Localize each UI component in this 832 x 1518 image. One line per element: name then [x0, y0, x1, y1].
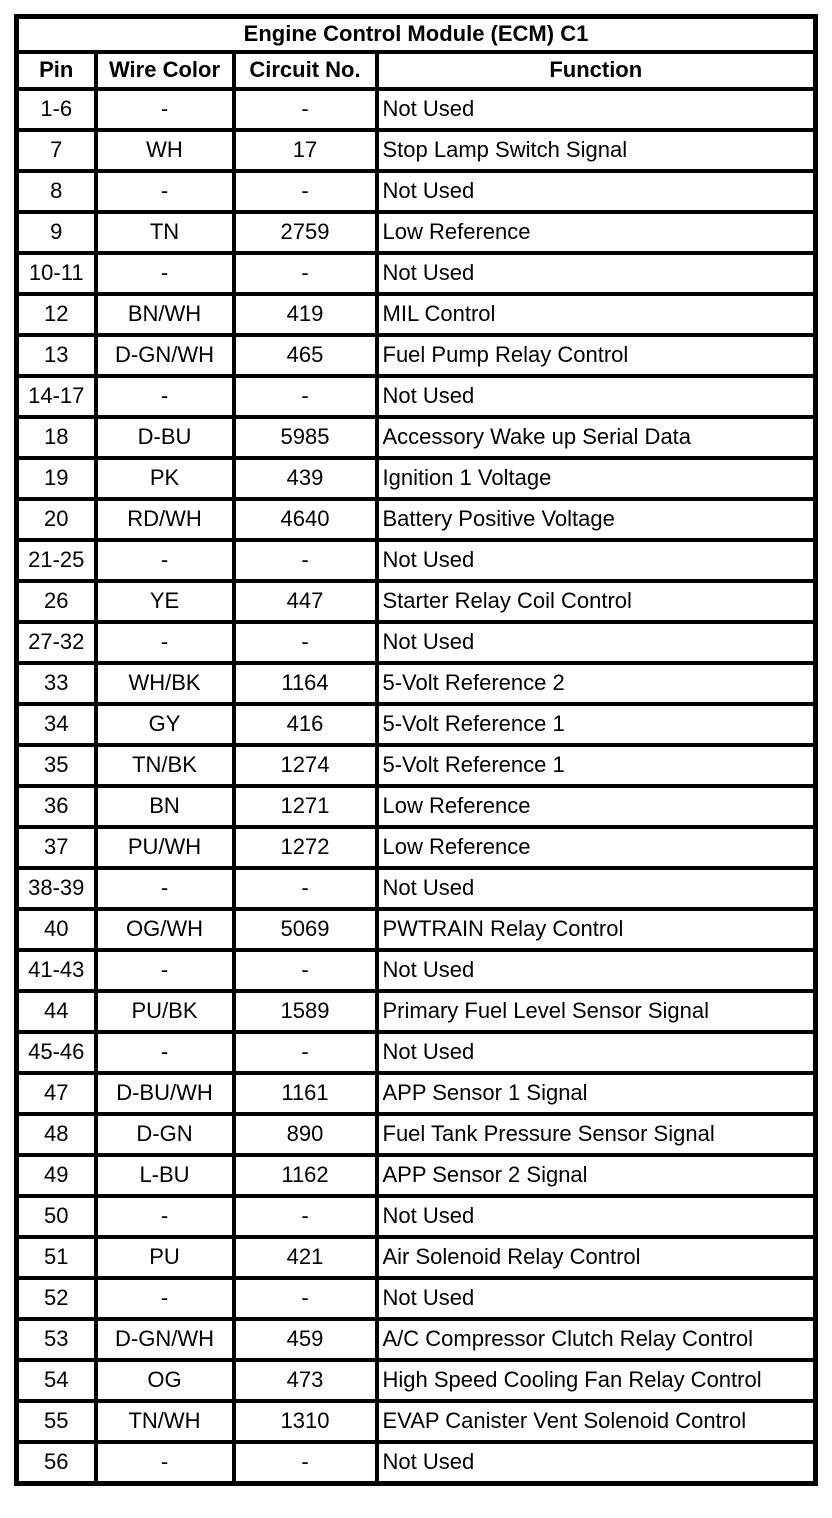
circuit-no-cell: - — [234, 868, 377, 909]
table-row — [17, 622, 816, 663]
pin-cell: 38-39 — [17, 868, 96, 909]
table-row — [17, 991, 816, 1032]
wire-color-cell: - — [96, 1278, 234, 1319]
table-body — [17, 89, 816, 1484]
pin-cell: 33 — [17, 663, 96, 704]
function-cell: Starter Relay Coil Control — [377, 581, 816, 622]
function-cell: Not Used — [377, 1442, 816, 1484]
pin-cell: 36 — [17, 786, 96, 827]
circuit-no-cell: - — [234, 622, 377, 663]
function-cell: High Speed Cooling Fan Relay Control — [377, 1360, 816, 1401]
function-cell: MIL Control — [377, 294, 816, 335]
circuit-no-cell: 465 — [234, 335, 377, 376]
function-cell: Not Used — [377, 868, 816, 909]
wire-color-cell: PK — [96, 458, 234, 499]
function-cell: Low Reference — [377, 212, 816, 253]
table-row — [17, 335, 816, 376]
pin-cell: 56 — [17, 1442, 96, 1484]
wire-color-cell: - — [96, 1196, 234, 1237]
table-row — [17, 909, 816, 950]
function-cell: Stop Lamp Switch Signal — [377, 130, 816, 171]
table-row — [17, 376, 816, 417]
pin-cell: 49 — [17, 1155, 96, 1196]
function-cell: Low Reference — [377, 786, 816, 827]
table-row — [17, 1155, 816, 1196]
wire-color-cell: BN — [96, 786, 234, 827]
circuit-no-cell: - — [234, 253, 377, 294]
circuit-no-cell: 17 — [234, 130, 377, 171]
table-row — [17, 1114, 816, 1155]
table-row — [17, 89, 816, 130]
table-row — [17, 868, 816, 909]
wire-color-cell: - — [96, 622, 234, 663]
function-cell: Ignition 1 Voltage — [377, 458, 816, 499]
pin-cell: 8 — [17, 171, 96, 212]
circuit-no-cell: 1310 — [234, 1401, 377, 1442]
circuit-no-cell: - — [234, 950, 377, 991]
wire-color-cell: L-BU — [96, 1155, 234, 1196]
wire-color-cell: PU/WH — [96, 827, 234, 868]
circuit-no-cell: 1162 — [234, 1155, 377, 1196]
circuit-no-cell: 447 — [234, 581, 377, 622]
wire-color-cell: D-BU/WH — [96, 1073, 234, 1114]
table-row — [17, 704, 816, 745]
table-row — [17, 827, 816, 868]
column-header-pin: Pin — [17, 52, 96, 89]
wire-color-cell: - — [96, 540, 234, 581]
circuit-no-cell: - — [234, 1278, 377, 1319]
table-row — [17, 212, 816, 253]
pin-cell: 7 — [17, 130, 96, 171]
wire-color-cell: D-GN/WH — [96, 335, 234, 376]
wire-color-cell: - — [96, 868, 234, 909]
pin-cell: 21-25 — [17, 540, 96, 581]
pin-cell: 19 — [17, 458, 96, 499]
circuit-no-cell: - — [234, 540, 377, 581]
circuit-no-cell: 890 — [234, 1114, 377, 1155]
table-row — [17, 1278, 816, 1319]
circuit-no-cell: - — [234, 171, 377, 212]
circuit-no-cell: 439 — [234, 458, 377, 499]
header-row — [17, 52, 816, 89]
pin-cell: 34 — [17, 704, 96, 745]
table-row — [17, 1360, 816, 1401]
circuit-no-cell: 1274 — [234, 745, 377, 786]
table-row — [17, 171, 816, 212]
circuit-no-cell: 1272 — [234, 827, 377, 868]
function-cell: Not Used — [377, 1032, 816, 1073]
function-cell: Not Used — [377, 622, 816, 663]
circuit-no-cell: 473 — [234, 1360, 377, 1401]
function-cell: 5-Volt Reference 1 — [377, 745, 816, 786]
table-row — [17, 786, 816, 827]
function-cell: Fuel Tank Pressure Sensor Signal — [377, 1114, 816, 1155]
circuit-no-cell: - — [234, 89, 377, 130]
wire-color-cell: OG — [96, 1360, 234, 1401]
table-row — [17, 745, 816, 786]
pin-cell: 48 — [17, 1114, 96, 1155]
table-row — [17, 1196, 816, 1237]
pin-cell: 54 — [17, 1360, 96, 1401]
pin-cell: 55 — [17, 1401, 96, 1442]
function-cell: Not Used — [377, 540, 816, 581]
circuit-no-cell: 459 — [234, 1319, 377, 1360]
wire-color-cell: RD/WH — [96, 499, 234, 540]
function-cell: Not Used — [377, 1278, 816, 1319]
pin-cell: 53 — [17, 1319, 96, 1360]
wire-color-cell: D-BU — [96, 417, 234, 458]
column-header-function: Function — [377, 52, 816, 89]
wire-color-cell: - — [96, 376, 234, 417]
function-cell: A/C Compressor Clutch Relay Control — [377, 1319, 816, 1360]
wire-color-cell: - — [96, 89, 234, 130]
wire-color-cell: TN — [96, 212, 234, 253]
pin-cell: 47 — [17, 1073, 96, 1114]
wire-color-cell: OG/WH — [96, 909, 234, 950]
function-cell: Air Solenoid Relay Control — [377, 1237, 816, 1278]
function-cell: APP Sensor 2 Signal — [377, 1155, 816, 1196]
pin-cell: 35 — [17, 745, 96, 786]
table-row — [17, 581, 816, 622]
circuit-no-cell: 2759 — [234, 212, 377, 253]
function-cell: Not Used — [377, 376, 816, 417]
pin-cell: 50 — [17, 1196, 96, 1237]
pin-cell: 20 — [17, 499, 96, 540]
table-row — [17, 663, 816, 704]
table-row — [17, 458, 816, 499]
table-row — [17, 417, 816, 458]
circuit-no-cell: 1271 — [234, 786, 377, 827]
pin-cell: 1-6 — [17, 89, 96, 130]
table-row — [17, 540, 816, 581]
table-head — [17, 17, 816, 90]
circuit-no-cell: 5069 — [234, 909, 377, 950]
pin-cell: 10-11 — [17, 253, 96, 294]
circuit-no-cell: 419 — [234, 294, 377, 335]
table-row — [17, 294, 816, 335]
circuit-no-cell: 421 — [234, 1237, 377, 1278]
wire-color-cell: PU/BK — [96, 991, 234, 1032]
wire-color-cell: GY — [96, 704, 234, 745]
pin-cell: 45-46 — [17, 1032, 96, 1073]
table-row — [17, 1442, 816, 1484]
function-cell: 5-Volt Reference 1 — [377, 704, 816, 745]
function-cell: Battery Positive Voltage — [377, 499, 816, 540]
wire-color-cell: - — [96, 253, 234, 294]
pin-cell: 52 — [17, 1278, 96, 1319]
wire-color-cell: TN/BK — [96, 745, 234, 786]
function-cell: Not Used — [377, 950, 816, 991]
column-header-circuit-no: Circuit No. — [234, 52, 377, 89]
function-cell: Not Used — [377, 1196, 816, 1237]
wire-color-cell: TN/WH — [96, 1401, 234, 1442]
function-cell: Primary Fuel Level Sensor Signal — [377, 991, 816, 1032]
ecm-c1-pinout-table — [14, 14, 818, 1486]
table-title: Engine Control Module (ECM) C1 — [17, 17, 816, 53]
pin-cell: 13 — [17, 335, 96, 376]
pin-cell: 26 — [17, 581, 96, 622]
function-cell: Not Used — [377, 253, 816, 294]
wire-color-cell: BN/WH — [96, 294, 234, 335]
title-row — [17, 17, 816, 53]
function-cell: APP Sensor 1 Signal — [377, 1073, 816, 1114]
circuit-no-cell: 4640 — [234, 499, 377, 540]
wire-color-cell: D-GN — [96, 1114, 234, 1155]
circuit-no-cell: - — [234, 1196, 377, 1237]
circuit-no-cell: 5985 — [234, 417, 377, 458]
circuit-no-cell: - — [234, 1032, 377, 1073]
function-cell: Not Used — [377, 89, 816, 130]
pin-cell: 14-17 — [17, 376, 96, 417]
table-row — [17, 1032, 816, 1073]
pin-cell: 44 — [17, 991, 96, 1032]
function-cell: Fuel Pump Relay Control — [377, 335, 816, 376]
function-cell: Low Reference — [377, 827, 816, 868]
wire-color-cell: YE — [96, 581, 234, 622]
pin-cell: 37 — [17, 827, 96, 868]
wire-color-cell: WH/BK — [96, 663, 234, 704]
circuit-no-cell: 416 — [234, 704, 377, 745]
pin-cell: 41-43 — [17, 950, 96, 991]
wire-color-cell: - — [96, 171, 234, 212]
circuit-no-cell: - — [234, 1442, 377, 1484]
function-cell: PWTRAIN Relay Control — [377, 909, 816, 950]
function-cell: EVAP Canister Vent Solenoid Control — [377, 1401, 816, 1442]
circuit-no-cell: 1164 — [234, 663, 377, 704]
pin-cell: 27-32 — [17, 622, 96, 663]
circuit-no-cell: 1161 — [234, 1073, 377, 1114]
table-row — [17, 950, 816, 991]
wire-color-cell: D-GN/WH — [96, 1319, 234, 1360]
circuit-no-cell: - — [234, 376, 377, 417]
function-cell: Accessory Wake up Serial Data — [377, 417, 816, 458]
pin-cell: 40 — [17, 909, 96, 950]
function-cell: Not Used — [377, 171, 816, 212]
table-row — [17, 1401, 816, 1442]
pin-cell: 12 — [17, 294, 96, 335]
column-header-wire-color: Wire Color — [96, 52, 234, 89]
table-row — [17, 1237, 816, 1278]
wire-color-cell: - — [96, 950, 234, 991]
circuit-no-cell: 1589 — [234, 991, 377, 1032]
wire-color-cell: WH — [96, 130, 234, 171]
table-row — [17, 130, 816, 171]
pin-cell: 51 — [17, 1237, 96, 1278]
wire-color-cell: - — [96, 1032, 234, 1073]
wire-color-cell: - — [96, 1442, 234, 1484]
table-row — [17, 499, 816, 540]
function-cell: 5-Volt Reference 2 — [377, 663, 816, 704]
pin-cell: 9 — [17, 212, 96, 253]
table-row — [17, 1319, 816, 1360]
pin-cell: 18 — [17, 417, 96, 458]
wire-color-cell: PU — [96, 1237, 234, 1278]
table-row — [17, 253, 816, 294]
table-row — [17, 1073, 816, 1114]
